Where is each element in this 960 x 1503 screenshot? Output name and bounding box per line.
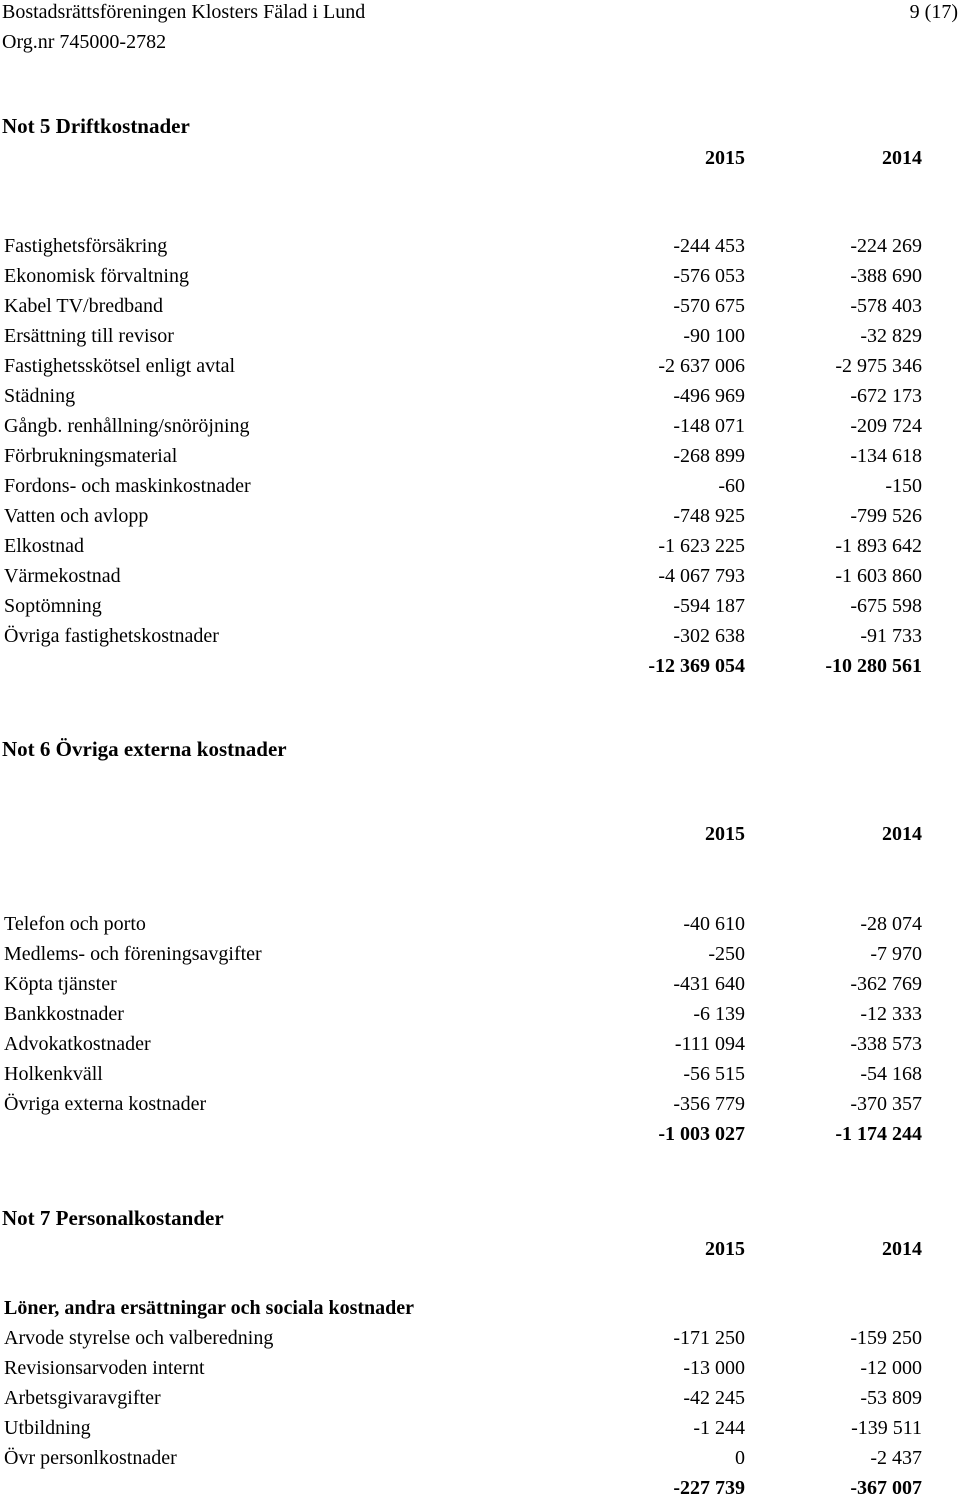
organization-number: Org.nr 745000-2782 [2,31,167,53]
table-row [0,381,960,411]
value-2014: -362 769 [850,973,922,995]
row-label: Soptömning [4,595,102,617]
value-2014: -799 526 [850,505,922,527]
value-2014: -224 269 [850,235,922,257]
row-label: Ekonomisk förvaltning [4,265,189,287]
value-2015: -2 637 006 [658,355,745,377]
row-label: Telefon och porto [4,913,146,935]
table-row [0,1029,960,1059]
value-2015: -4 067 793 [658,565,745,587]
value-2014: -2 975 346 [835,355,922,377]
value-2015: -570 675 [673,295,745,317]
row-label: Kabel TV/bredband [4,295,164,317]
row-label: Köpta tjänster [4,973,117,995]
value-2015: -244 453 [673,235,745,257]
note6-title: Not 6 Övriga externa kostnader [2,737,287,761]
row-label: Arvode styrelse och valberedning [4,1327,274,1349]
row-label: Gångb. renhållning/snöröjning [4,415,250,437]
row-label: Elkostnad [4,535,84,557]
value-2014: -7 970 [870,943,922,965]
row-label: Ersättning till revisor [4,325,174,347]
value-2014: -1 603 860 [835,565,922,587]
value-2015: -13 000 [683,1357,745,1379]
table-row [0,531,960,561]
total-2014: -367 007 [850,1477,922,1499]
table-row [0,1089,960,1119]
row-label: Övr personlkostnader [4,1447,177,1469]
table-row [0,909,960,939]
total-2015: -227 739 [673,1477,745,1499]
row-label: Bankkostnader [4,1003,124,1025]
page-number: 9 (17) [909,1,958,23]
table-row [0,1323,960,1353]
note5-title: Not 5 Driftkostnader [2,114,190,138]
table-row [0,939,960,969]
row-label: Övriga fastighetskostnader [4,625,219,647]
total-row [0,1119,960,1149]
row-label: Fordons- och maskinkostnader [4,475,251,497]
value-2014: -1 893 642 [835,535,922,557]
table-row [0,321,960,351]
table-row [0,1443,960,1473]
total-row [0,651,960,681]
total-2015: -1 003 027 [658,1123,745,1145]
value-2015: -1 623 225 [658,535,745,557]
value-2014: -12 333 [860,1003,922,1025]
table-row [0,621,960,651]
value-2014: -388 690 [850,265,922,287]
value-2015: -6 139 [693,1003,745,1025]
value-2015: -42 245 [683,1387,745,1409]
row-label: Advokatkostnader [4,1033,151,1055]
row-label: Vatten och avlopp [4,505,149,527]
value-2014: -54 168 [860,1063,922,1085]
value-2014: -91 733 [860,625,922,647]
value-2015: -90 100 [683,325,745,347]
value-2014: -370 357 [850,1093,922,1115]
row-label: Fastighetsskötsel enligt avtal [4,355,236,377]
value-2014: -338 573 [850,1033,922,1055]
note6-table [0,909,960,1149]
value-2014: -32 829 [860,325,922,347]
table-row [0,471,960,501]
organization-name: Bostadsrättsföreningen Klosters Fälad i Lund [2,1,366,23]
row-label: Fastighetsförsäkring [4,235,168,257]
value-2015: -748 925 [673,505,745,527]
value-2014: -28 074 [860,913,922,935]
table-row [0,351,960,381]
table-row [0,291,960,321]
value-2014: -675 598 [850,595,922,617]
table-row [0,999,960,1029]
table-row [0,411,960,441]
table-row [0,1059,960,1089]
value-2015: -148 071 [673,415,745,437]
value-2014: -578 403 [850,295,922,317]
table-row [0,1353,960,1383]
row-label: Holkenkväll [4,1063,103,1085]
value-2014: -150 [885,475,922,497]
note7-table [0,1323,960,1503]
table-row [0,441,960,471]
value-2015: -431 640 [673,973,745,995]
row-label: Arbetsgivaravgifter [4,1387,161,1409]
note5-year-2014-header: 2014 [882,147,922,169]
note7-year-2015-header: 2015 [705,1238,745,1260]
total-row [0,1473,960,1503]
row-label: Revisionsarvoden internt [4,1357,205,1379]
note7-subheading: Löner, andra ersättningar och sociala kostnader [4,1297,415,1319]
value-2015: -60 [718,475,745,497]
value-2014: -53 809 [860,1387,922,1409]
value-2015: -56 515 [683,1063,745,1085]
row-label: Förbrukningsmaterial [4,445,178,467]
total-2014: -1 174 244 [835,1123,922,1145]
table-row [0,231,960,261]
value-2015: -1 244 [693,1417,745,1439]
value-2015: -594 187 [673,595,745,617]
note5-table [0,231,960,681]
row-label: Värmekostnad [4,565,121,587]
note7-title: Not 7 Personalkostander [2,1206,224,1230]
table-row [0,591,960,621]
row-label: Städning [4,385,76,407]
value-2014: -134 618 [850,445,922,467]
table-row [0,969,960,999]
value-2014: -209 724 [850,415,922,437]
note5-year-2015-header: 2015 [705,147,745,169]
value-2015: -496 969 [673,385,745,407]
value-2014: -12 000 [860,1357,922,1379]
row-label: Utbildning [4,1417,91,1439]
table-row [0,261,960,291]
total-2015: -12 369 054 [648,655,745,677]
value-2015: -171 250 [673,1327,745,1349]
table-row [0,1383,960,1413]
total-2014: -10 280 561 [825,655,922,677]
value-2014: -672 173 [850,385,922,407]
row-label: Medlems- och föreningsavgifter [4,943,262,965]
value-2015: -268 899 [673,445,745,467]
value-2014: -139 511 [851,1417,922,1439]
value-2015: -576 053 [673,265,745,287]
row-label: Övriga externa kostnader [4,1093,207,1115]
table-row [0,1413,960,1443]
note7-year-2014-header: 2014 [882,1238,922,1260]
value-2015: 0 [735,1447,745,1469]
value-2015: -250 [708,943,745,965]
note6-year-2015-header: 2015 [705,823,745,845]
value-2014: -159 250 [850,1327,922,1349]
value-2015: -356 779 [673,1093,745,1115]
value-2015: -111 094 [674,1033,745,1055]
table-row [0,561,960,591]
value-2015: -40 610 [683,913,745,935]
note6-year-2014-header: 2014 [882,823,922,845]
value-2015: -302 638 [673,625,745,647]
value-2014: -2 437 [870,1447,922,1469]
table-row [0,501,960,531]
